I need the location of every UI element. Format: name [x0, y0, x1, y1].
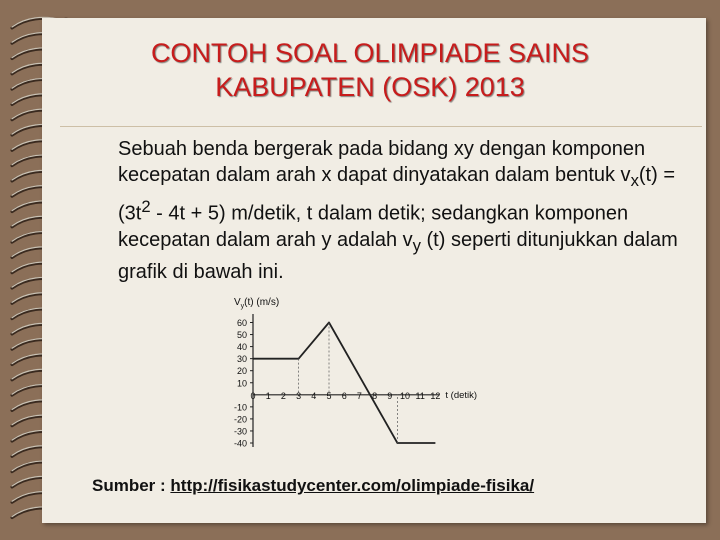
title-line-2: KABUPATEN (OSK) 2013 [215, 72, 525, 102]
x-axis-title: t (detik) [445, 389, 478, 401]
y-tick-label: -40 [233, 438, 247, 449]
slide-title [90, 36, 650, 104]
subscript-x: x [630, 171, 639, 190]
x-tick-label: 10 [399, 390, 411, 401]
x-tick-label: 11 [415, 390, 425, 401]
title-divider [60, 126, 702, 127]
x-tick-label: 1 [265, 390, 271, 401]
velocity-series-line [253, 323, 435, 444]
source-link[interactable]: http://fisikastudycenter.com/olimpiade-fisika/ [170, 476, 535, 495]
x-tick-label: 12 [430, 390, 441, 401]
y-tick-label: 40 [236, 342, 247, 353]
y-tick-label: 10 [236, 378, 247, 389]
y-tick-label: -20 [233, 414, 247, 425]
x-tick-label: 6 [341, 390, 347, 401]
x-tick-label: 8 [372, 390, 378, 401]
problem-text-part-1: Sebuah benda bergerak pada bidang xy dengan komponen kecepatan dalam arah x dapat dinyatakan dalam bentuk v [118, 138, 646, 186]
superscript-2: 2 [141, 197, 151, 216]
x-tick-label: 0 [250, 390, 256, 401]
problem-text [118, 136, 693, 285]
y-tick-label: -10 [233, 402, 247, 413]
x-tick-label: 7 [356, 390, 362, 401]
source-label: Sumber : [92, 476, 171, 495]
title-line-1: CONTOH SOAL OLIMPIADE SAINS [150, 38, 590, 68]
x-tick-label: 9 [387, 390, 393, 401]
problem-text-part-3: - 4t + 5) m/detik, t dalam detik; sedangkan komponen kecepatan dalam arah y adalah v [118, 202, 629, 251]
problem-text-part-4: (t) seperti ditunjukkan dalam grafik di bawah ini. [118, 228, 678, 283]
y-tick-label: -30 [233, 426, 247, 437]
problem-text-part-2: (t) = (3t [118, 164, 676, 225]
subscript-y: y [412, 235, 421, 255]
y-axis-title: $V_y(t)$ (m/s) [234, 297, 280, 310]
x-tick-label: 5 [326, 390, 332, 401]
y-tick-label: 20 [236, 366, 247, 377]
y-tick-label: 60 [236, 318, 247, 328]
x-tick-label: 2 [280, 390, 286, 401]
y-tick-label: 30 [236, 354, 247, 365]
x-tick-label: 4 [311, 390, 317, 401]
velocity-chart [200, 292, 510, 462]
source-line [92, 476, 534, 496]
x-tick-label: 3 [296, 390, 302, 401]
y-tick-label: 50 [236, 330, 247, 341]
